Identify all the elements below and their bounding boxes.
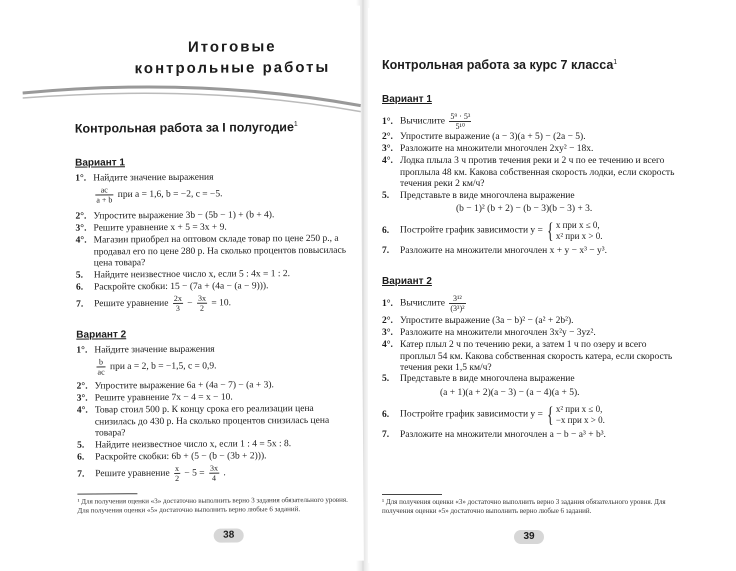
task-7 [382,246,607,258]
task-text: Представьте в виде многочлена выражение [400,374,575,384]
task-text: Найдите неизвестное число x, если 5 : 4x = 1 : 2. [93,269,290,281]
task-number: 6. [77,452,85,463]
task-number: 6. [75,282,84,293]
task-text: Лодка плыла 3 ч против течения реки и 2 ч по ее течению и всего проплыла 48 км. Какова собственная скорость лодки, если скорость течения реки 2 км/ч? [400,156,675,189]
left-page [22,6,364,563]
fraction-top: 5⁹ · 5³ [450,112,471,121]
fraction-top: b [96,357,105,367]
fraction [174,464,180,483]
task-text: Товар стоил 500 р. К концу срока его реализации цена снизилась до 430 р. На сколько процентов снизилась цена товара? [94,403,330,439]
task-6 [382,401,605,427]
task-text: Найдите значение выражения [93,172,214,184]
task-condition: при a = 1,6, b = −2, c = −5. [117,189,223,201]
task-text: Раскройте скобки: 15 − (7a + (4a − (a − 9))). [93,281,269,293]
task-2 [75,210,274,223]
task-number: 2°. [382,316,393,326]
task-text: Найдите неизвестное число x, если 1 : 4 = 5x : 8. [95,439,292,451]
task-3 [382,328,596,340]
footnote: ¹ Для получения оценки «3» достаточно выполнить верно 3 задания обязательного уровня. Для получения оценки «5» достаточно выполнить верно любые 6 заданий. [382,498,666,515]
header-line-2: контрольные работы [134,58,331,78]
fraction-top: 2x [173,293,182,303]
task-number: 5. [382,374,390,384]
task-7 [382,430,606,442]
variant-2-title: Вариант 2 [382,276,432,287]
header-swoosh [22,66,362,128]
task-text: Решите уравнение x + 5 = 3x + 9. [93,222,227,234]
fraction-bottom: 4 [212,473,217,483]
task-5 [382,374,575,386]
footnote: ¹ Для получения оценки «3» достаточно выполнить верно 3 задания обязательного уровня. Для получения оценки «5» достаточно выполнить верно любые 6 заданий. [77,495,348,515]
variant-2-title: Вариант 2 [76,329,127,341]
task-text: Разложите на множители многочлен 2xy² − 18x. [400,144,594,154]
task-number: 2°. [382,132,393,142]
section-title-text: Контрольная работа за курс 7 класса [382,58,614,72]
brace: { [547,217,554,243]
fraction [96,357,105,376]
task-text: Упростите выражение 6a + (4a − 7) − (a + 3). [94,380,274,392]
task-number: 5. [382,191,390,201]
task-1 [382,112,473,131]
task-number: 6. [382,225,390,236]
task-text: Разложите на множители многочлен a − b − a³ + b³. [400,430,606,440]
task-1-expression [93,185,222,205]
task-text: Представьте в виде многочлена выражение [400,191,575,201]
task-text: Постройте график зависимости y = [400,409,543,420]
fraction-bottom: 3 [175,303,180,313]
fraction-top: 3x [197,293,206,303]
case-1: x² при x ≤ 0, [555,404,603,414]
footnote-rule [382,494,442,495]
case-1: x при x ≤ 0, [555,220,600,230]
task-text: Вычислите [400,298,445,309]
task-text: = 10. [211,298,231,309]
fraction [173,294,183,313]
page-number: 38 [214,528,244,542]
operator: − 5 = [184,468,205,479]
fraction-bottom: (3³)² [450,304,465,313]
task-7 [77,464,226,484]
task-text: Вычислите [400,116,445,127]
task-1 [75,173,213,185]
task-number: 5. [75,270,84,281]
task-number: 4°. [382,340,393,350]
task-number: 7. [382,430,390,440]
task-6 [76,281,269,294]
case-2: −x при x > 0. [555,414,605,425]
operator: − [187,298,193,309]
task-text: Катер плыл 2 ч по течению реки, а затем 1 ч по озеру и всего проплыл 54 км. Какова собственная скорость катера, если скорость течения реки 1,5 км/ч? [400,340,673,373]
task-number: 1°. [76,345,88,356]
brace: { [547,401,554,427]
task-text: Разложите на множители многочлен 3x²y − 3yz². [400,328,596,338]
task-number: 4°. [382,156,393,166]
task-3 [77,393,233,406]
task-text: Упростите выражение (a − 3)(a + 5) − (2a − 5). [400,132,586,142]
footnote-mark: 1 [613,58,618,66]
piecewise-cases [556,404,605,425]
task-3 [76,223,227,236]
page-number: 39 [514,530,544,544]
task-text: Разложите на множители многочлен x + y − x³ − y³. [400,246,607,256]
task-5 [76,269,290,282]
fraction-bottom: 5¹⁰ [455,122,466,131]
task-number: 3°. [382,144,393,154]
task-2 [382,316,574,328]
fraction-top: 3¹² [449,294,465,304]
task-text: Постройте график зависимости y = [400,225,543,236]
section-title [382,58,617,72]
task-1-expression [94,357,216,377]
fraction-bottom: 2 [175,473,180,483]
fraction [449,294,465,313]
fraction-top: 3x [209,463,218,473]
task-number: 7. [76,299,84,310]
fraction [197,294,207,313]
task-text: Раскройте скобки: 6b + (5 − (b − (3b + 2))). [95,451,267,463]
task-number: 1°. [382,116,393,127]
section-title [75,120,298,136]
task-text: Решите уравнение 7x − 4 = x − 10. [94,392,233,404]
task-number: 5. [77,440,85,451]
task-text: . [223,468,226,479]
task-4 [382,156,682,191]
task-6 [77,451,266,464]
task-text: Упростите выражение (3a − b)² − (a² + 2b²). [400,316,574,326]
piecewise-cases [556,220,603,241]
task-number: 3°. [382,328,393,338]
case-2: x² при x > 0. [555,230,603,241]
task-4 [76,234,354,270]
task-7 [76,294,231,314]
footnote-rule [77,493,137,494]
right-page [368,8,708,563]
task-5 [77,439,291,452]
task-number: 2°. [75,211,87,222]
fraction [95,185,113,204]
task-text: Упростите выражение 3b − (5b − 1) + (b + 4). [93,210,275,222]
task-5-expression: (a + 1)(a + 2)(a − 3) − (a − 4)(a + 5). [440,388,580,398]
fraction-top: ac [95,185,113,195]
task-number: 1°. [75,173,87,184]
task-4 [77,404,355,440]
task-text: Магазин приобрел на оптовом складе товар по цене 250 р., а продавал его по цене 280 р. На сколько процентов повысилась цена товара? [93,233,347,269]
task-number: 4°. [76,405,88,416]
task-number: 7. [382,246,390,256]
task-number: 2°. [76,381,88,392]
task-number: 7. [77,469,85,480]
task-condition: при a = 2, b = −1,5, c = 0,9. [109,361,217,373]
section-title-text: Контрольная работа за I полугодие [74,120,294,136]
header-line-1: Итоговые [187,38,277,56]
task-3 [382,144,593,156]
footnote-mark: 1 [293,120,298,128]
task-text: Решите уравнение [95,468,170,480]
fraction-top: x [174,463,180,473]
task-2 [382,132,586,144]
fraction-bottom: 2 [199,303,205,313]
task-6 [382,217,603,243]
task-2 [77,380,274,393]
task-number: 4°. [75,235,87,246]
task-number: 1°. [382,298,393,309]
task-text: Найдите значение выражения [94,344,215,356]
task-number: 3°. [76,393,88,404]
fraction-bottom: a + b [96,195,113,205]
fraction-bottom: ac [97,367,105,377]
task-number: 6. [382,409,390,420]
task-1 [76,345,214,357]
variant-1-title: Вариант 1 [75,157,126,169]
task-5 [382,191,575,203]
fraction [449,112,471,131]
task-text: Решите уравнение [94,298,169,310]
task-4 [382,340,682,375]
fraction [209,464,219,483]
task-number: 3°. [75,223,87,234]
task-1 [382,294,468,313]
task-5-expression: (b − 1)² (b + 2) − (b − 3)(b − 3) + 3. [456,204,593,214]
variant-1-title: Вариант 1 [382,94,432,105]
